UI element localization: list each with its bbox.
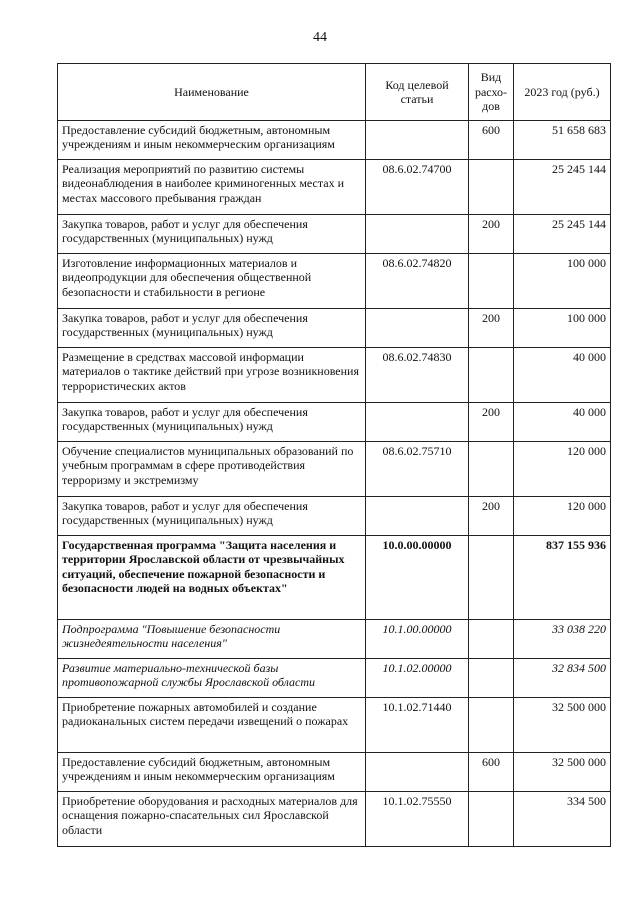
table-row [58,620,611,659]
header-name: Наименование [58,64,366,121]
row-vid [469,620,514,659]
row-vid: 600 [469,753,514,792]
budget-table [57,63,611,847]
row-amount: 334 500 [514,792,611,847]
row-amount: 32 834 500 [514,659,611,698]
table-row [58,659,611,698]
row-vid [469,792,514,847]
row-amount: 100 000 [514,254,611,309]
row-name: Предоставление субсидий бюджетным, автономным учреждениям и иным некоммерческим организациям [58,753,366,792]
row-amount: 100 000 [514,309,611,348]
row-name: Подпрограмма "Повышение безопасности жизнедеятельности населения" [58,620,366,659]
row-amount: 40 000 [514,403,611,442]
row-vid: 200 [469,403,514,442]
row-name: Изготовление информационных материалов и видеопродукции для обеспечения общественной безопасности и стабильности в регионе [58,254,366,309]
row-vid [469,254,514,309]
table-row [58,536,611,620]
row-name: Приобретение оборудования и расходных материалов для оснащения пожарно-спасательных сил Ярославской области [58,792,366,847]
row-code [366,309,469,348]
row-code [366,403,469,442]
row-vid [469,698,514,753]
row-name: Развитие материально-технической базы противопожарной службы Ярославской области [58,659,366,698]
table-row [58,348,611,403]
row-name: Размещение в средствах массовой информации материалов о тактике действий при угрозе возникновения террористических актов [58,348,366,403]
row-amount: 25 245 144 [514,160,611,215]
table-row [58,309,611,348]
header-vid: Вид расхо-дов [469,64,514,121]
table-header-row [58,64,611,121]
header-amount: 2023 год (руб.) [514,64,611,121]
row-code: 10.1.02.75550 [366,792,469,847]
row-vid [469,536,514,620]
row-amount: 40 000 [514,348,611,403]
row-name: Закупка товаров, работ и услуг для обеспечения государственных (муниципальных) нужд [58,215,366,254]
table-row [58,753,611,792]
row-name: Закупка товаров, работ и услуг для обеспечения государственных (муниципальных) нужд [58,497,366,536]
row-code: 08.6.02.74820 [366,254,469,309]
row-amount: 120 000 [514,442,611,497]
row-code [366,121,469,160]
row-code: 10.0.00.00000 [366,536,469,620]
table-row [58,215,611,254]
row-amount: 120 000 [514,497,611,536]
table-row [58,698,611,753]
table-row [58,160,611,215]
table-row [58,442,611,497]
row-vid [469,348,514,403]
row-vid: 200 [469,309,514,348]
row-code: 08.6.02.74830 [366,348,469,403]
row-amount: 33 038 220 [514,620,611,659]
row-code: 10.1.00.00000 [366,620,469,659]
row-vid [469,659,514,698]
table-row [58,254,611,309]
row-name: Государственная программа "Защита населения и территории Ярославской области от чрезвычайных ситуаций, обеспечение пожарной безопасности и безопасности людей на водных объектах" [58,536,366,620]
table-row [58,121,611,160]
table-row [58,792,611,847]
header-code: Код целевой статьи [366,64,469,121]
table-row [58,497,611,536]
row-name: Закупка товаров, работ и услуг для обеспечения государственных (муниципальных) нужд [58,403,366,442]
row-code [366,215,469,254]
row-code: 10.1.02.71440 [366,698,469,753]
row-name: Приобретение пожарных автомобилей и создание радиоканальных систем передачи извещений о пожарах [58,698,366,753]
row-name: Обучение специалистов муниципальных образований по учебным программам в сфере противодействия терроризму и экстремизму [58,442,366,497]
row-amount: 32 500 000 [514,698,611,753]
row-amount: 837 155 936 [514,536,611,620]
row-vid: 600 [469,121,514,160]
row-code [366,753,469,792]
row-vid [469,160,514,215]
row-amount: 25 245 144 [514,215,611,254]
table-row [58,403,611,442]
row-code: 08.6.02.75710 [366,442,469,497]
row-name: Предоставление субсидий бюджетным, автономным учреждениям и иным некоммерческим организациям [58,121,366,160]
row-vid: 200 [469,215,514,254]
row-code [366,497,469,536]
row-amount: 32 500 000 [514,753,611,792]
row-name: Реализация мероприятий по развитию системы видеонаблюдения в наиболее криминогенных местах и местах массового пребывания граждан [58,160,366,215]
row-amount: 51 658 683 [514,121,611,160]
row-code: 10.1.02.00000 [366,659,469,698]
row-name: Закупка товаров, работ и услуг для обеспечения государственных (муниципальных) нужд [58,309,366,348]
page-number: 44 [313,30,327,45]
row-code: 08.6.02.74700 [366,160,469,215]
row-vid: 200 [469,497,514,536]
table-body [58,121,611,847]
row-vid [469,442,514,497]
